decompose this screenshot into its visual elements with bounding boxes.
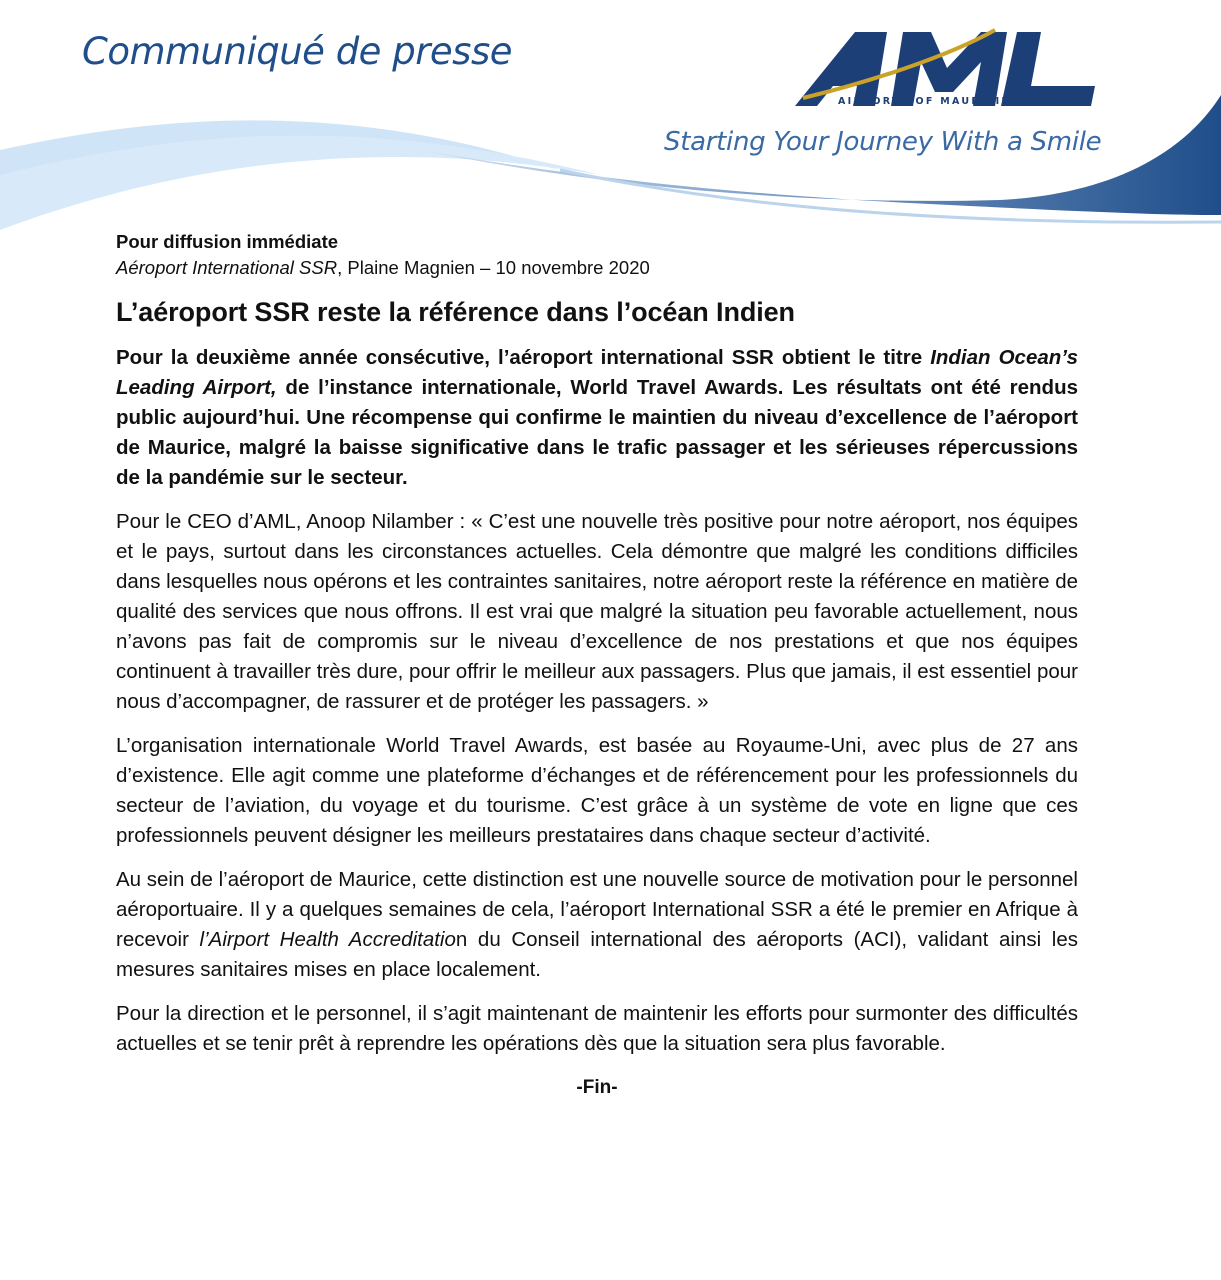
lead-paragraph bbox=[116, 343, 1078, 493]
dateline-rest: , Plaine Magnien – 10 novembre 2020 bbox=[337, 257, 650, 278]
dateline bbox=[116, 255, 1078, 281]
tagline: Starting Your Journey With a Smile bbox=[664, 127, 1102, 157]
lead-text-2: de l’instance internationale, World Travel Awards. Les résultats ont été rendus public aujourd’hui. Une récompense qui confirme le maintien du niveau d’excellence de l’aéroport de Maurice, malgré la baisse significative dans le trafic passager et les sérieuses répercussions de la pandémie sur le secteur. bbox=[116, 376, 1079, 489]
release-label: Pour diffusion immédiate bbox=[116, 231, 339, 252]
paragraph-wta: L’organisation internationale World Travel Awards, est basée au Royaume-Uni, avec plus de 27 ans d’existence. Elle agit comme une plateforme d’échanges et de référencement pour les professionnels du secteur de l’aviation, du voyage et du tourisme. C’est grâce à un système de vote en ligne que ces professionnels peuvent désigner les meilleurs prestataires dans chaque secteur d’activité. bbox=[116, 734, 1078, 847]
award-title: Indian Ocean’s Leading Airport, bbox=[116, 346, 1078, 399]
logo-subtitle: AIRPORTS OF MAURITIUS CO LTD bbox=[838, 96, 1078, 107]
p3-text-1: Au sein de l’aéroport de Maurice, cette distinction est une nouvelle source de motivation pour le personnel aéroportuaire. Il y a quelques semaines de cela, l’aéroport International SSR a été le premier en Afrique à recevoir bbox=[116, 868, 1078, 951]
dateline-location: Aéroport International SSR bbox=[116, 257, 338, 278]
end-mark: -Fin- bbox=[576, 1077, 618, 1098]
press-release-body bbox=[116, 229, 1078, 1099]
headline: L’aéroport SSR reste la référence dans l’océan Indien bbox=[116, 297, 795, 327]
accreditation-name: l’Airport Health Accreditatio bbox=[199, 928, 456, 951]
letterhead bbox=[0, 0, 1221, 235]
paragraph-ceo-quote: Pour le CEO d’AML, Anoop Nilamber : « C’est une nouvelle très positive pour notre aéroport, nos équipes et le pays, surtout dans les circonstances actuelles. Cela démontre que malgré les conditions difficiles dans lesquelles nous opérons et les contraintes sanitaires, notre aéroport reste la référence en matière de qualité des services que nous offrons. Il est vrai que malgré la situation peu favorable actuellement, nous n’avons pas fait de compromis sur le niveau d’excellence de nos prestations et que nos équipes continuent à travailler très dure, pour offrir le meilleur aux passagers. Plus que jamais, il est essentiel pour nous d’accompagner, de rassurer et de protéger les passagers. » bbox=[116, 510, 1078, 713]
lead-text-1: Pour la deuxième année consécutive, l’aéroport international SSR obtient le titre bbox=[116, 346, 931, 369]
doc-type-title: Communiqué de presse bbox=[82, 30, 512, 73]
paragraph-accreditation bbox=[116, 865, 1078, 985]
p3-text-2: n du Conseil international des aéroports (ACI), validant ainsi les mesures sanitaires mises en place localement. bbox=[116, 928, 1078, 981]
paragraph-closing: Pour la direction et le personnel, il s’agit maintenant de maintenir les efforts pour surmonter des difficultés actuelles et se tenir prêt à reprendre les opérations dès que la situation sera plus favorable. bbox=[116, 1002, 1078, 1055]
